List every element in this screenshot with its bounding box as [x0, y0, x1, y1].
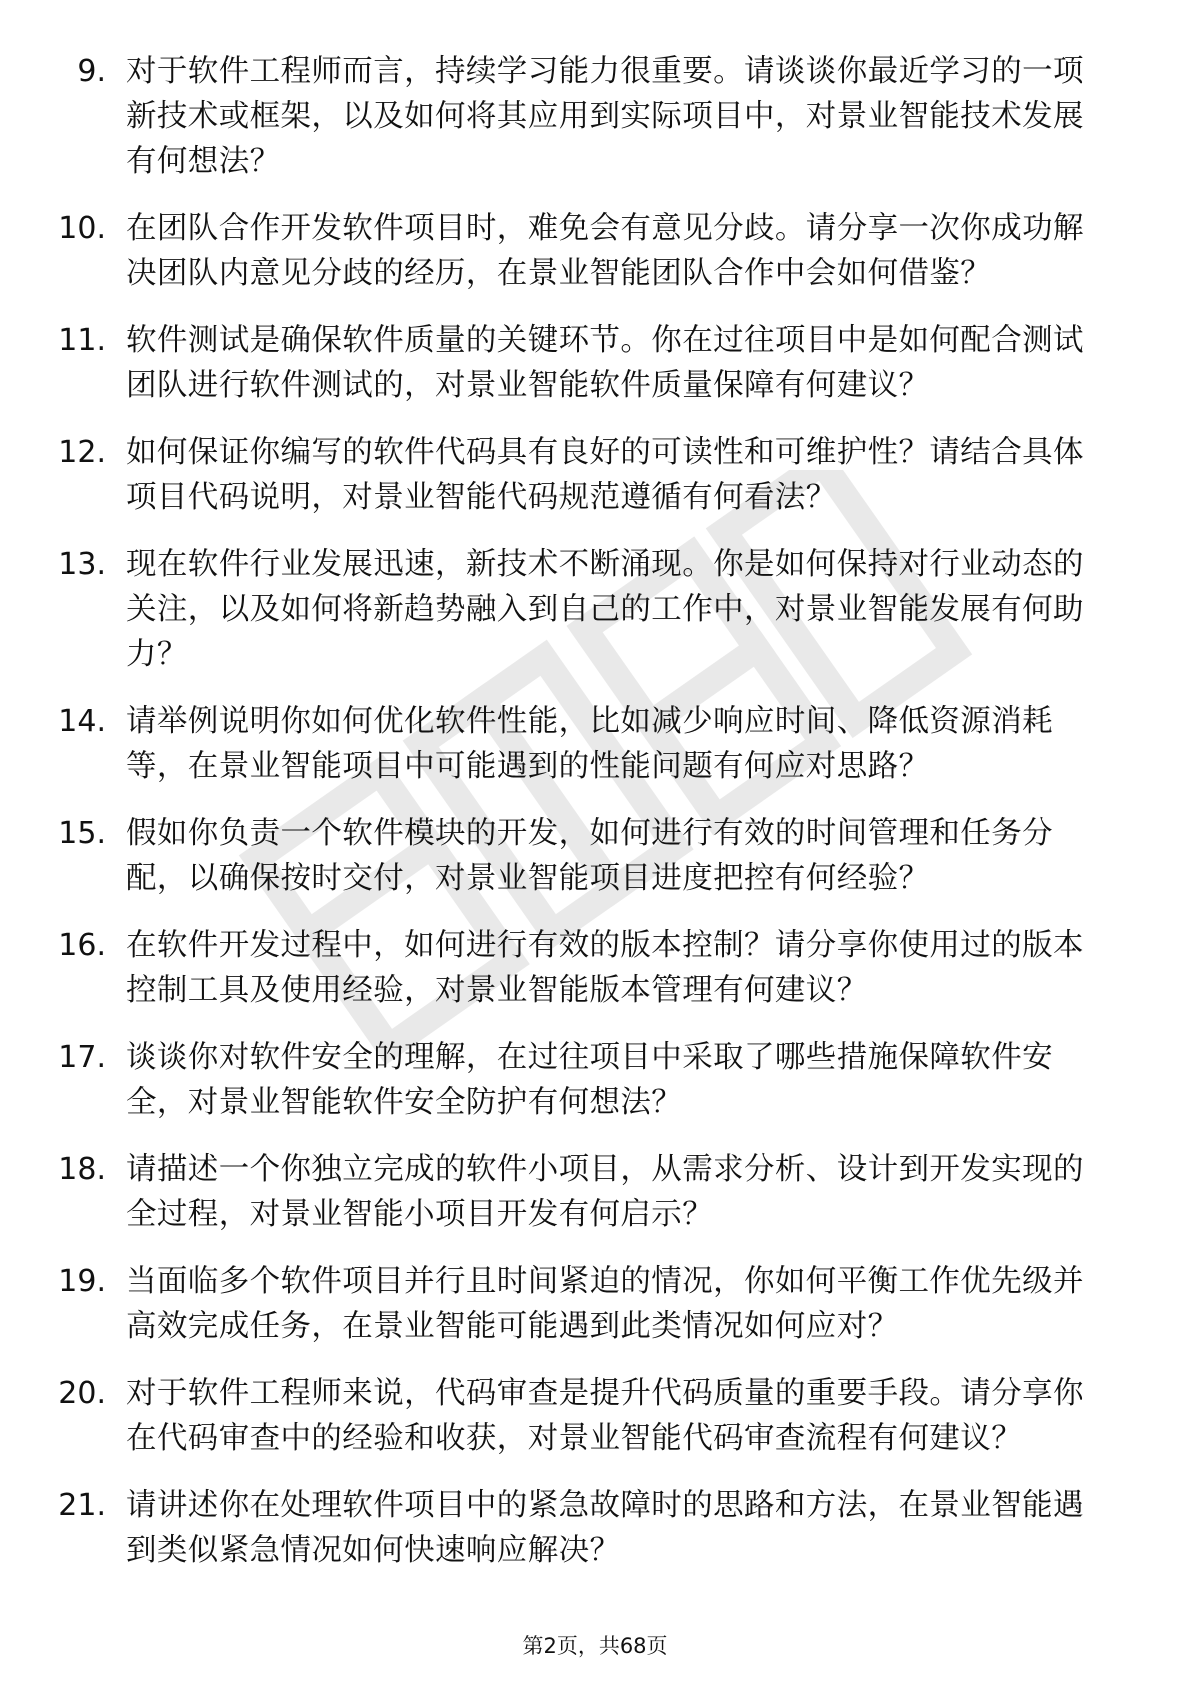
question-text: 请描述一个你独立完成的软件小项目，从需求分析、设计到开发实现的全过程，对景业智能小项目开发有何启示？ — [126, 1152, 1084, 1232]
question-item — [0, 811, 1190, 901]
question-number: 14. — [58, 704, 106, 739]
question-item — [0, 1371, 1190, 1461]
question-text: 假如你负责一个软件模块的开发，如何进行有效的时间管理和任务分配，以确保按时交付，对景业智能项目进度把控有何经验？ — [126, 816, 1053, 896]
question-text: 对于软件工程师来说，代码审查是提升代码质量的重要手段。请分享你在代码审查中的经验和收获，对景业智能代码审查流程有何建议？ — [126, 1376, 1084, 1456]
question-number: 15. — [58, 816, 106, 851]
question-text: 软件测试是确保软件质量的关键环节。你在过往项目中是如何配合测试团队进行软件测试的，对景业智能软件质量保障有何建议？ — [126, 323, 1084, 403]
question-number: 21. — [58, 1488, 106, 1523]
question-number: 18. — [58, 1152, 106, 1187]
question-item — [0, 206, 1190, 296]
question-text: 如何保证你编写的软件代码具有良好的可读性和可维护性？请结合具体项目代码说明，对景业智能代码规范遵循有何看法？ — [126, 435, 1084, 515]
question-item — [0, 1259, 1190, 1349]
question-text: 对于软件工程师而言，持续学习能力很重要。请谈谈你最近学习的一项新技术或框架，以及如何将其应用到实际项目中，对景业智能技术发展有何想法？ — [126, 54, 1084, 179]
question-number: 19. — [58, 1264, 106, 1299]
question-number: 10. — [58, 211, 106, 246]
question-text: 现在软件行业发展迅速，新技术不断涌现。你是如何保持对行业动态的关注，以及如何将新趋势融入到自己的工作中，对景业智能发展有何助力？ — [126, 547, 1084, 672]
question-text: 请举例说明你如何优化软件性能，比如减少响应时间、降低资源消耗等，在景业智能项目中可能遇到的性能问题有何应对思路？ — [126, 704, 1053, 784]
question-item — [0, 699, 1190, 789]
question-number: 16. — [58, 928, 106, 963]
question-list — [0, 49, 1190, 1595]
question-number: 11. — [58, 323, 106, 358]
question-text: 在软件开发过程中，如何进行有效的版本控制？请分享你使用过的版本控制工具及使用经验，对景业智能版本管理有何建议？ — [126, 928, 1084, 1008]
question-item — [0, 542, 1190, 677]
question-item — [0, 430, 1190, 520]
question-item — [0, 1147, 1190, 1237]
question-text: 当面临多个软件项目并行且时间紧迫的情况，你如何平衡工作优先级并高效完成任务，在景业智能可能遇到此类情况如何应对？ — [126, 1264, 1084, 1344]
question-number: 20. — [58, 1376, 106, 1411]
question-item — [0, 49, 1190, 184]
question-number: 13. — [58, 547, 106, 582]
question-number: 12. — [58, 435, 106, 470]
question-text: 谈谈你对软件安全的理解，在过往项目中采取了哪些措施保障软件安全，对景业智能软件安全防护有何想法？ — [126, 1040, 1053, 1120]
question-item — [0, 923, 1190, 1013]
question-item — [0, 1035, 1190, 1125]
question-item — [0, 1483, 1190, 1573]
question-item — [0, 318, 1190, 408]
question-text: 在团队合作开发软件项目时，难免会有意见分歧。请分享一次你成功解决团队内意见分歧的经历，在景业智能团队合作中会如何借鉴？ — [126, 211, 1084, 291]
question-number: 17. — [58, 1040, 106, 1075]
question-number: 9. — [77, 54, 106, 89]
question-text: 请讲述你在处理软件项目中的紧急故障时的思路和方法，在景业智能遇到类似紧急情况如何快速响应解决？ — [126, 1488, 1084, 1568]
page-footer: 第2页，共68页 — [522, 1634, 668, 1658]
